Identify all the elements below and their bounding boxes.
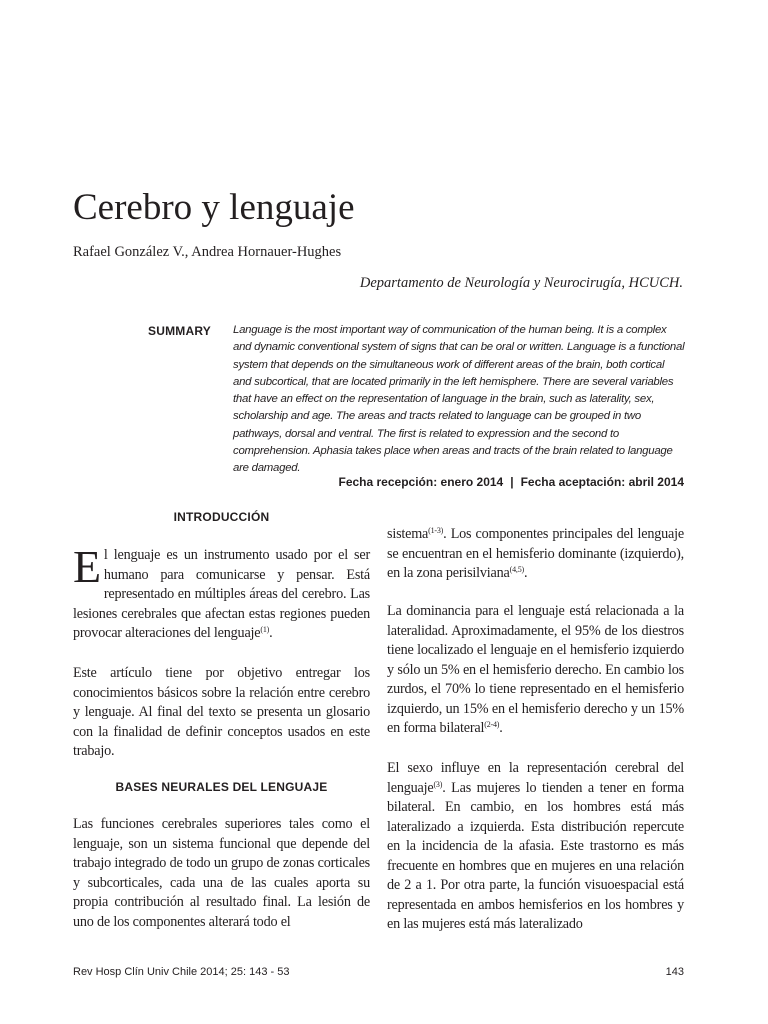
reference-marker: (4,5) [509,565,524,574]
intro-paragraph-1-end: . [269,625,273,641]
right-paragraph-3-a: El sexo influye en la representación cerebral del lenguaje [387,760,684,796]
intro-paragraph-2: Este artículo tiene por objetivo entregar los conocimientos básicos sobre la relación entre cerebro y lenguaje. Al final del texto se presenta un glosario con la finalidad de definir conceptos usados en este trabajo. [73,665,370,759]
right-paragraph-1-a: sistema [387,526,429,542]
intro-heading: INTRODUCCIÓN [173,510,270,524]
reference-marker: (3) [433,779,443,789]
article-title: Cerebro y lenguaje [73,187,355,228]
drop-cap: E [73,541,101,592]
date-separator: | [510,475,514,489]
reference-marker: (1) [260,625,270,634]
right-paragraph-2 [387,602,684,739]
article-dates [338,473,684,491]
reference-marker: (2-4) [484,720,500,729]
accepted-date: Fecha aceptación: abril 2014 [520,475,684,489]
summary-text: Language is the most important way of communication of the human being. It is a complex and dynamic conventional system of signs that can be oral or written. Language is a functional system that depends on the simultaneous work of different areas of the brain, both cortical and subcortical, that are located primarily in the left hemisphere. There are several variables that have an effect on the representation of language in the brain, such as laterality, sex, scholarship and age. The areas and tracts related to language can be grouped in two pathways, dorsal and ventral. The first is related to expression and the second to comprehension. Aphasia takes place when areas and tracts of the brain related to language are damaged. [233,324,685,475]
intro-paragraph-1-text: l lenguaje es un instrumento usado por el ser humano para comunicarse y pensar. Está representado en múltiples áreas del cerebro. Las lesiones cerebrales que afectan estas regiones pueden provocar alteraciones del lenguaje [73,547,370,641]
right-paragraph-2-end: . [499,720,503,736]
right-paragraph-2-text: La dominancia para el lenguaje está relacionada a la lateralidad. Aproximadamente, el 95% de los diestros tiene localizado el lenguaje en el hemisferio izquierdo y sólo un 5% en el hemisferio derecho. En cambio los zurdos, el 70% lo tiene representado en el hemisferio izquierdo, un 15% en el hemisferio derecho y un 15% en forma bilateral [387,603,684,736]
received-date: Fecha recepción: enero 2014 [338,475,504,489]
reference-marker: (1-3) [428,526,444,535]
bases-paragraph-1: Las funciones cerebrales superiores tales como el lenguaje, son un sistema funcional que depende del trabajo integrado de todo un grupo de zonas corticales y subcorticales, cada una de las cuales aporta su propia contribución al resultado final. La lesión de uno de los componentes alterará todo el [73,816,370,930]
footer-citation: Rev Hosp Clín Univ Chile 2014; 25: 143 - 53 [73,966,290,978]
right-paragraph-1-c: . [523,565,528,581]
article-authors: Rafael González V., Andrea Hornauer-Hughes [73,244,342,260]
intro-paragraph-1 [73,541,370,644]
bases-heading: BASES NEURALES DEL LENGUAJE [115,780,328,794]
right-paragraph-3-b: . Las mujeres lo tienden a tener en forma bilateral. En cambio, en los hombres está más lateralizado a izquierda. Esta distribución repercute en la incidencia de la afasia. Este trastorno es más frecuente en hombres que en mujeres en una relación de 2 a 1. Por otra parte, la función visuoespacial está representada en ambos hemisferios en los hombres y en las mujeres está más lateralizado [387,779,684,932]
right-paragraph-1 [387,525,684,584]
page-number: 143 [665,966,684,978]
right-paragraph-1-b: . Los componentes principales del lenguaje se encuentran en el hemisferio dominante (izquierdo), en la zona perisilviana [387,526,684,581]
right-paragraph-3 [387,759,684,935]
article-affiliation: Departamento de Neurología y Neurocirugía, HCUCH. [359,275,683,291]
summary-label: SUMMARY [148,324,211,338]
